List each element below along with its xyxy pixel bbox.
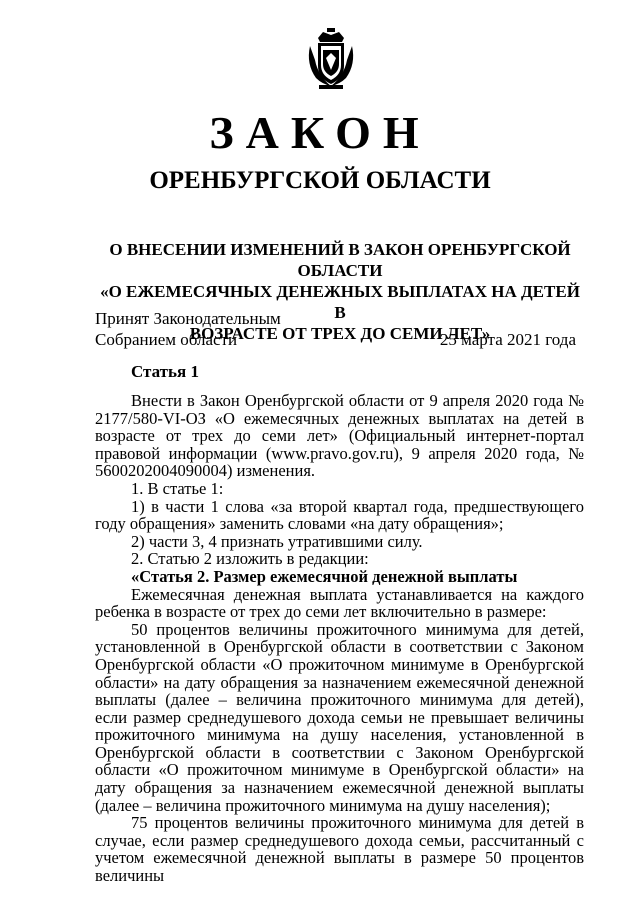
subject-line: ВОЗРАСТЕ ОТ ТРЕХ ДО СЕМИ ЛЕТ» xyxy=(189,324,491,343)
paragraph: 75 процентов величины прожиточного минимума для детей в случае, если размер среднедушевого дохода семьи, рассчитанный с учетом ежемесячной денежной выплаты в размере 50 процентов величины xyxy=(95,813,584,886)
paragraph: 1) в части 1 слова «за второй квартал года, предшествующего году обращения» заменить словами «на дату обращения»; xyxy=(95,496,584,534)
adoption-line: Собранием области xyxy=(95,330,238,349)
subject-line: О ВНЕСЕНИИ ИЗМЕНЕНИЙ В ЗАКОН ОРЕНБУРГСКОЙ ОБЛАСТИ xyxy=(109,240,571,280)
paragraph: 2) части 3, 4 признать утратившими силу. xyxy=(131,531,423,551)
paragraph: 50 процентов величины прожиточного минимума для детей, установленной в Оренбургской области в соответствии с Законом Оренбургской области «О прожиточном минимуме в Оренбургской области» на дату обращения за назначением ежемесячной денежной выплаты (далее – величина прожиточного минимума для детей), если размер среднедушевого дохода семьи не превышает величины прожиточного минимума на душу населения, установленной в Оренбургской области в соответствии с Законом Оренбургской области «О прожиточном минимуме в Оренбургской области» на дату обращения за назначением ежемесячной денежной выплаты (далее – величина прожиточного минимума на душу населения); xyxy=(95,619,584,815)
region-title: ОРЕНБУРГСКОЙ ОБЛАСТИ xyxy=(149,167,491,194)
paragraph: 2. Статью 2 изложить в редакции: xyxy=(131,549,369,569)
coat-of-arms-icon xyxy=(306,28,356,90)
adoption-authority xyxy=(95,308,281,350)
adoption-date: 25 марта 2021 года xyxy=(439,330,576,349)
article-body xyxy=(95,392,584,885)
subject-line: «О ЕЖЕМЕСЯЧНЫХ ДЕНЕЖНЫХ ВЫПЛАТАХ НА ДЕТЕЙ В xyxy=(100,282,580,322)
document-type-title: ЗАКОН xyxy=(209,107,431,158)
adoption-line: Принят Законодательным xyxy=(95,309,281,328)
paragraph: Ежемесячная денежная выплата устанавливается на каждого ребенка в возрасте от трех до семи лет включительно в размере: xyxy=(95,584,584,622)
article-heading: Статья 1 xyxy=(131,362,199,381)
paragraph: Внести в Закон Оренбургской области от 9 апреля 2020 года № 2177/580-VI-ОЗ «О ежемесячных денежных выплатах на детей в возрасте от трех до семи лет» (Официальный интернет-портал правовой информации (www.pravo.gov.ru), 9 апреля 2020 года, № 5600202004090004) изменения. xyxy=(95,391,584,481)
paragraph: 1. В статье 1: xyxy=(131,478,224,498)
paragraph-heading: «Статья 2. Размер ежемесячной денежной выплаты xyxy=(131,566,518,586)
